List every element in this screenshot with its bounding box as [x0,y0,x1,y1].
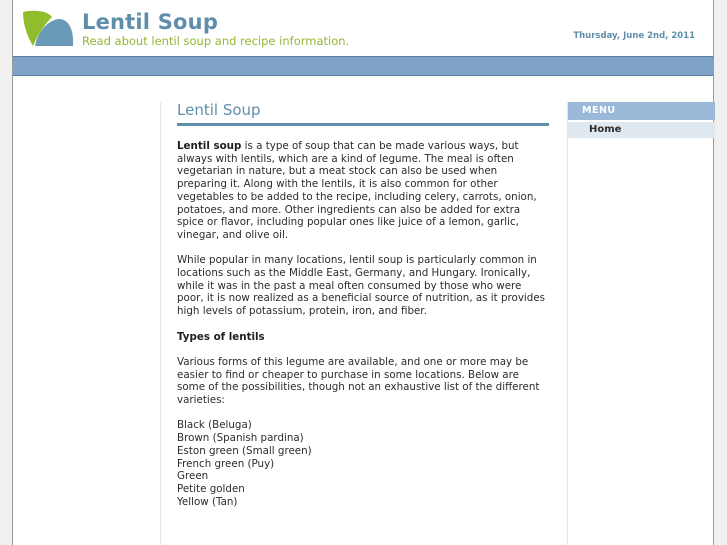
types-heading-paragraph [177,331,549,344]
right-sidebar [567,102,715,545]
paragraph-regions: While popular in many locations, lentil soup is particularly common in locations such as the Middle East, Germany, and Hungary. Ironically, while it was in the past a meal often consumed by those who were poor, it is now realized as a beneficial source of nutrition, as it provides high levels of potassium, protein, iron, and fiber. [177,254,546,318]
logo-icon [21,10,75,50]
intro-paragraph [177,140,549,242]
nav-bar [13,57,713,76]
paragraph-forms: Various forms of this legume are available, and one or more may be easier to find or cheaper to purchase in some locations. Below are some of the possibilities, though not an exhaustive list of the different varieties: [177,355,540,407]
site-tagline: Read about lentil soup and recipe information. [82,34,350,48]
varieties-list [177,419,549,508]
page-container [12,0,714,545]
menu-header: MENU [568,102,715,120]
variety-item: Brown (Spanish pardina) [177,432,304,445]
intro-bold: Lentil soup [177,140,242,152]
site-title[interactable]: Lentil Soup [82,10,219,34]
variety-item: Green [177,470,209,483]
site-header [13,0,713,57]
left-sidebar [13,102,161,545]
article-body [177,140,549,508]
header-date: Thursday, June 2nd, 2011 [573,31,695,41]
variety-item: Yellow (Tan) [177,495,238,508]
types-heading: Types of lentils [177,330,265,343]
main-content [177,101,549,508]
intro-text: is a type of soup that can be made various ways, but always with lentils, which are a kind of legume. The meal is often vegetarian in nature, but a meat stock can also be used when preparing it. Along with the lentils, it is also common for other vegetables to be added to the recipe, including celery, carrots, onion, potatoes, and more. Other ingredients can also be added for extra spice or flavor, including popular ones like juice of a lemon, garlic, vinegar, and olive oil. [177,140,537,241]
variety-item: Black (Beluga) [177,419,252,432]
article-title: Lentil Soup [177,101,549,126]
menu-item-home[interactable]: Home [568,122,715,138]
variety-item: Petite golden [177,482,245,495]
variety-item: Eston green (Small green) [177,444,312,457]
variety-item: French green (Puy) [177,457,275,470]
